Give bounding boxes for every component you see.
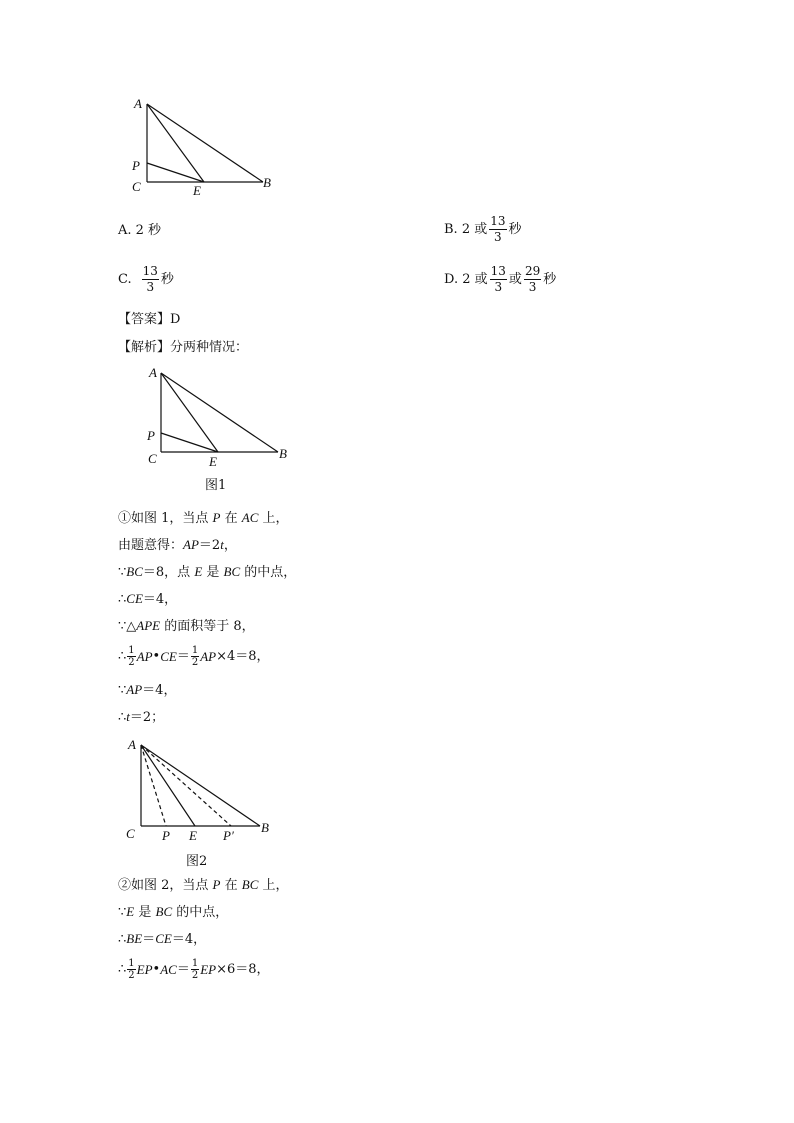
case2-l4-text-g: ×6＝8， [216,961,270,977]
case2-l1-text-e: 上， [258,878,289,893]
option-b [444,214,522,245]
option-a-text: A. 2 秒 [118,223,162,238]
case2-l4-var-ep: EP [136,961,153,977]
case2-line-3 [118,929,206,950]
case1-l5-text-c: 的面积等于 8， [160,619,255,634]
case2-l4-half-1 [127,958,135,981]
label-b: B [263,175,271,190]
option-b-numerator: 13 [490,214,506,228]
segment-pe [147,163,204,182]
case2-l4-therefore: ∴ [118,961,127,977]
answer-bracket: 【答案】 [118,312,171,327]
figure-1-caption: 图1 [205,478,227,493]
case2-l3-therefore: ∴ [118,932,127,947]
fig1-segment-ab [161,373,278,452]
figure-top-svg [120,90,290,205]
option-c-suffix: 秒 [160,271,174,287]
case2-l1-text-c: 在 [220,878,242,893]
fig1-label-b: B [279,446,287,461]
case1-l6-half-1-den: 2 [128,657,135,668]
option-b-prefix: B. 2 或 [444,221,488,237]
case1-l5-because: ∵△ [118,619,137,634]
option-d-numerator-1: 13 [490,264,506,278]
case1-l4-var-ce: CE [126,591,143,606]
case2-l4-half-2-num: 1 [191,958,199,969]
option-c [118,264,174,295]
figure-2-caption: 图2 [186,854,208,869]
case1-l3-var-bc-2: BC [223,564,241,579]
case1-l1-var-ac: AC [241,510,259,525]
option-b-denominator: 3 [494,230,502,244]
case1-l1-text-c: 在 [220,511,242,526]
case1-line-2 [118,535,237,556]
analysis-text: 分两种情况： [170,340,249,355]
option-d-numerator-2: 29 [524,264,541,278]
option-b-suffix: 秒 [508,221,522,237]
case1-l8-text-c: ＝2； [129,710,165,725]
case1-line-6 [118,645,270,668]
option-b-fraction [489,214,506,245]
case1-l6-var-ap-2: AP [200,648,217,664]
case2-l1-text-a: ②如图 2，当点 [118,878,213,893]
case2-l4-var-ac: AC [160,961,177,977]
case2-l3-var-be: BE [126,931,143,946]
case1-l2-var-t: t [220,537,224,552]
option-a [118,222,161,240]
case2-l4-half-2 [191,958,199,981]
case2-l4-var-ep-2: EP [200,961,217,977]
option-c-denominator: 3 [146,280,155,294]
option-d-fraction-2 [524,264,541,295]
option-c-prefix: C. [118,271,132,287]
segment-ae [147,104,204,182]
case1-l1-text-a: ①如图 1，当点 [118,511,213,526]
case1-l1-text-e: 上， [258,511,289,526]
case2-l2-var-bc: BC [155,904,173,919]
option-d-suffix: 秒 [543,271,557,287]
case1-l2-text-a: 由题意得： [118,538,184,553]
fig2-segment-ab [141,745,260,826]
case1-l3-text-e: 是 [202,565,224,580]
case2-l3-text-e: ＝4， [171,932,207,947]
case2-l2-var-e: E [126,904,135,919]
case1-l7-because: ∵ [118,683,127,698]
case1-l8-therefore: ∴ [118,710,127,725]
analysis-line [118,338,248,358]
case2-line-1 [118,875,289,896]
case1-l3-text-g: 的中点， [240,565,297,580]
option-c-numerator: 13 [142,264,158,278]
case1-l8-var-t: t [126,709,130,724]
case2-l4-half-1-den: 2 [128,970,135,981]
case1-l3-var-bc: BC [126,564,143,579]
case1-l1-var-p: P [212,510,221,525]
case2-l4-half-2-den: 2 [191,970,199,981]
case2-l1-var-bc: BC [241,877,259,892]
case1-l7-var-ap: AP [126,682,143,697]
case1-l6-var-ap: AP [136,648,153,664]
case1-l6-var-ce: CE [160,648,177,664]
fig2-label-c: C [126,826,135,841]
case1-l6-text-g: ×4＝8， [216,648,270,664]
case1-l4-therefore: ∴ [118,592,127,607]
fig2-label-a: A [128,737,136,752]
case2-l4-half-1-num: 1 [128,958,135,969]
fig2-label-b: B [261,820,269,835]
figure-1 [140,360,310,495]
option-d [444,264,556,295]
option-d-mid: 或 [508,271,522,287]
case1-l6-half-1-num: 1 [128,645,135,656]
case1-l2-var-ap: AP [183,537,199,552]
case2-l2-text-e: 的中点， [172,905,229,920]
case1-line-5 [118,616,255,637]
option-d-denominator-1: 3 [494,280,503,294]
case1-l6-dot: • [152,648,161,664]
case2-l3-var-ce: CE [155,931,172,946]
case1-l6-therefore: ∴ [118,648,127,664]
fig1-label-c: C [148,451,157,466]
case1-l6-half-1 [127,645,135,668]
fig2-segment-apprime-dashed [141,745,231,826]
case1-l2-text-c: ＝2 [198,538,221,553]
case1-l6-half-2-den: 2 [191,657,199,668]
fig1-segment-ae [161,373,218,452]
case1-l3-because: ∵ [118,565,127,580]
fig1-label-p: P [147,428,155,443]
case1-l6-half-2-num: 1 [191,645,199,656]
fig1-label-a: A [149,365,157,380]
fig1-label-e: E [209,454,217,469]
label-c: C [132,179,141,194]
segment-ab [147,104,263,182]
fig1-segment-pe [161,433,218,452]
figure-top [120,90,290,205]
case2-l3-equals: ＝ [142,932,156,947]
case1-l6-half-2 [191,645,199,668]
case2-l4-dot: • [152,961,161,977]
fig2-label-e: E [189,828,197,843]
case1-l3-var-e: E [194,564,203,579]
case2-l1-var-p: P [212,877,221,892]
option-d-fraction-1 [490,264,507,295]
case2-line-2 [118,902,228,923]
label-a: A [134,96,142,111]
case1-line-4 [118,589,177,610]
option-c-fraction [142,264,159,295]
case2-l2-because: ∵ [118,905,127,920]
figure-2 [120,732,290,872]
case1-line-3 [118,562,296,583]
case1-l3-text-c: ＝8，点 [142,565,195,580]
answer-line [118,310,180,330]
fig2-label-p-prime: P′ [223,828,234,843]
label-e: E [193,183,201,198]
case1-l6-equals: ＝ [176,648,190,664]
case1-l4-text-c: ＝4， [142,592,178,607]
case1-line-8 [118,707,164,728]
case2-line-4 [118,958,270,981]
analysis-bracket: 【解析】 [118,340,171,355]
case2-l4-equals: ＝ [176,961,190,977]
answer-value: D [170,312,181,327]
option-d-denominator-2: 3 [528,280,537,294]
case2-l2-text-c: 是 [134,905,156,920]
case1-l5-var-ape: APE [136,618,161,633]
fig2-segment-ap-dashed [141,745,166,826]
case1-l2-text-e: ， [223,538,237,553]
label-p: P [132,158,140,173]
fig2-label-p: P [162,828,170,843]
case1-l7-text-c: ＝4， [142,683,177,698]
case1-line-7 [118,680,176,701]
fig2-segment-ae [141,745,195,826]
case1-line-1 [118,508,289,529]
option-d-prefix: D. 2 或 [444,271,488,287]
